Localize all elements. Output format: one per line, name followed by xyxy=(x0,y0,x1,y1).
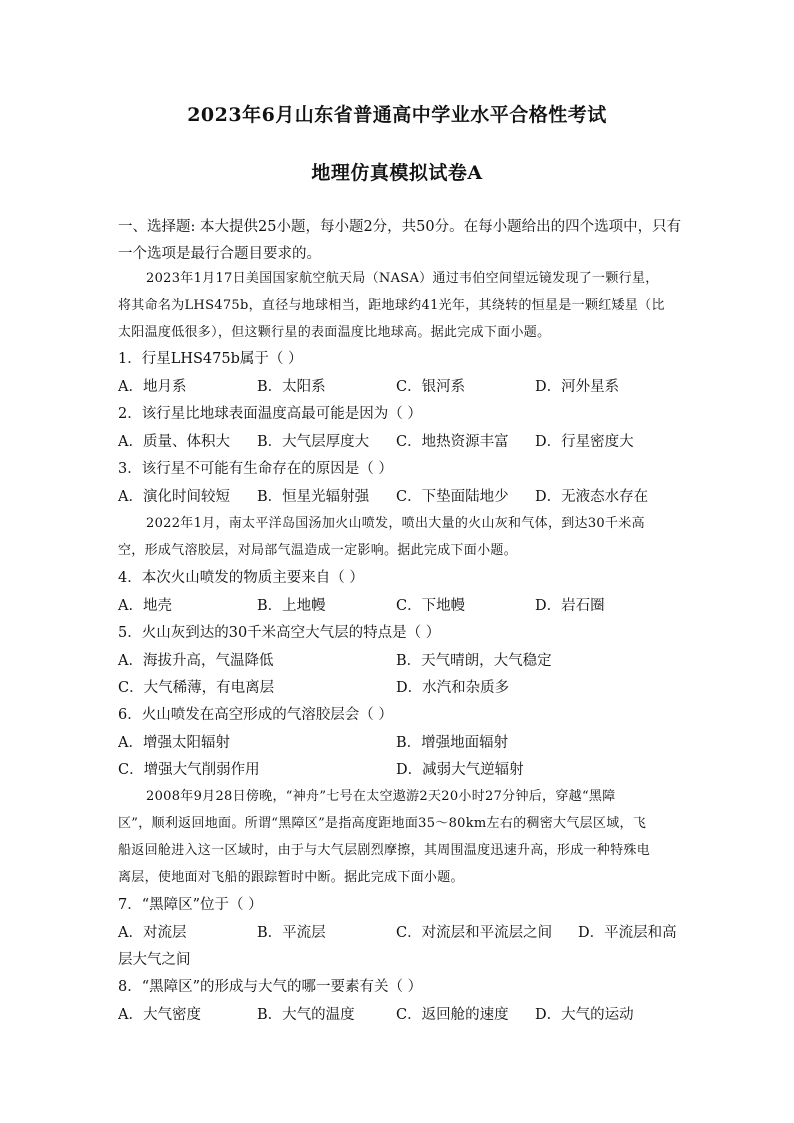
option-d: D．平流层和高 xyxy=(578,925,677,941)
option-a: A．地壳 xyxy=(118,598,172,614)
option-b: B．上地幔 xyxy=(257,598,326,614)
question-stem: 5．火山灰到达的30千米高空大气层的特点是（ ） xyxy=(118,625,441,641)
question-stem: 2．该行星比地球表面温度高最可能是因为（ ） xyxy=(118,406,422,422)
passage-line: 船返回舱进入这一区域时，由于与大气层剧烈摩擦，其周围温度迅速升高，形成一种特殊电 xyxy=(118,843,651,858)
passage-line: 离层，使地面对飞船的跟踪暂时中断。据此完成下面小题。 xyxy=(118,870,464,885)
option-c: C．下垫面陆地少 xyxy=(396,489,509,505)
question-stem: 4．本次火山喷发的物质主要来自（ ） xyxy=(118,570,364,586)
option-c: C．对流层和平流层之间 xyxy=(396,925,553,941)
section-instructions-line: 一、选择题: 本大提供25小题，每小题2分，共50分。在每小题给出的四个选项中，只有 xyxy=(118,219,682,235)
option-b: B．增强地面辐射 xyxy=(396,735,509,751)
passage-line: 2023年1月17日美国国家航空航天局（NASA）通过韦伯空间望远镜发现了一颗行星， xyxy=(146,271,659,286)
section-instructions-line: 一个选项是最行合题目要求的。 xyxy=(118,246,321,262)
option-d: D．行星密度大 xyxy=(535,434,634,450)
passage-line: 将其命名为LHS475b，直径与地球相当，距地球约41光年，其绕转的恒星是一颗红矮星（比 xyxy=(118,298,665,313)
option-b: B．太阳系 xyxy=(257,379,326,395)
option-d: D．河外星系 xyxy=(535,379,620,395)
option-d: D．无液态水存在 xyxy=(535,489,649,505)
option-c: C．银河系 xyxy=(396,379,466,395)
option-c: C．增强大气削弱作用 xyxy=(118,762,260,778)
question-stem: 3．该行星不可能有生命存在的原因是（ ） xyxy=(118,461,393,477)
option-a: A．大气密度 xyxy=(118,1007,201,1023)
passage-line: 太阳温度低很多），但这颗行星的表面温度比地球高。据此完成下面小题。 xyxy=(118,325,551,340)
passage-line: 空，形成气溶胶层，对局部气温造成一定影响。据此完成下面小题。 xyxy=(118,543,518,558)
option-d: D．大气的运动 xyxy=(535,1007,634,1023)
question-stem: 1．行星LHS475b属于（ ） xyxy=(118,351,303,367)
option-b: B．天气晴朗，大气稳定 xyxy=(396,653,552,669)
exam-title: 2023年6月山东省普通高中学业水平合格性考试 xyxy=(187,104,607,126)
option-a: A．地月系 xyxy=(118,379,187,395)
option-d: D．水汽和杂质多 xyxy=(396,680,510,696)
passage-line: 区”，顺利返回地面。所谓“黑障区”是指高度距地面35～80km左右的稠密大气层区域，飞 xyxy=(118,816,647,831)
passage-line: 2022年1月，南太平洋岛国汤加火山喷发，喷出大量的火山灰和气体，到达30千米高 xyxy=(146,516,645,531)
passage-line: 2008年9月28日傍晚，“神舟”七号在太空遨游2天20小时27分钟后，穿越“黑障 xyxy=(146,789,616,804)
option-b: B．平流层 xyxy=(257,925,326,941)
option-a: A．海拔升高，气温降低 xyxy=(118,653,274,669)
exam-subtitle: 地理仿真模拟试卷A xyxy=(311,162,483,184)
option-a: A．质量、体积大 xyxy=(118,434,230,450)
option-c: C．地热资源丰富 xyxy=(396,434,509,450)
question-stem: 7．“黑障区”位于（ ） xyxy=(118,897,263,913)
option-d-continuation: 层大气之间 xyxy=(118,952,191,968)
question-stem: 6．火山喷发在高空形成的气溶胶层会（ ） xyxy=(118,707,393,723)
option-a: A．增强太阳辐射 xyxy=(118,735,230,751)
option-d: D．岩石圈 xyxy=(535,598,605,614)
option-b: B．大气层厚度大 xyxy=(257,434,370,450)
option-a: A．对流层 xyxy=(118,925,187,941)
option-b: B．恒星光辐射强 xyxy=(257,489,370,505)
option-c: C．大气稀薄，有电离层 xyxy=(118,680,275,696)
question-stem: 8．“黑障区”的形成与大气的哪一要素有关（ ） xyxy=(118,979,423,995)
option-a: A．演化时间较短 xyxy=(118,489,230,505)
option-c: C．返回舱的速度 xyxy=(396,1007,509,1023)
option-b: B．大气的温度 xyxy=(257,1007,355,1023)
option-d: D．减弱大气逆辐射 xyxy=(396,762,524,778)
option-c: C．下地幔 xyxy=(396,598,466,614)
